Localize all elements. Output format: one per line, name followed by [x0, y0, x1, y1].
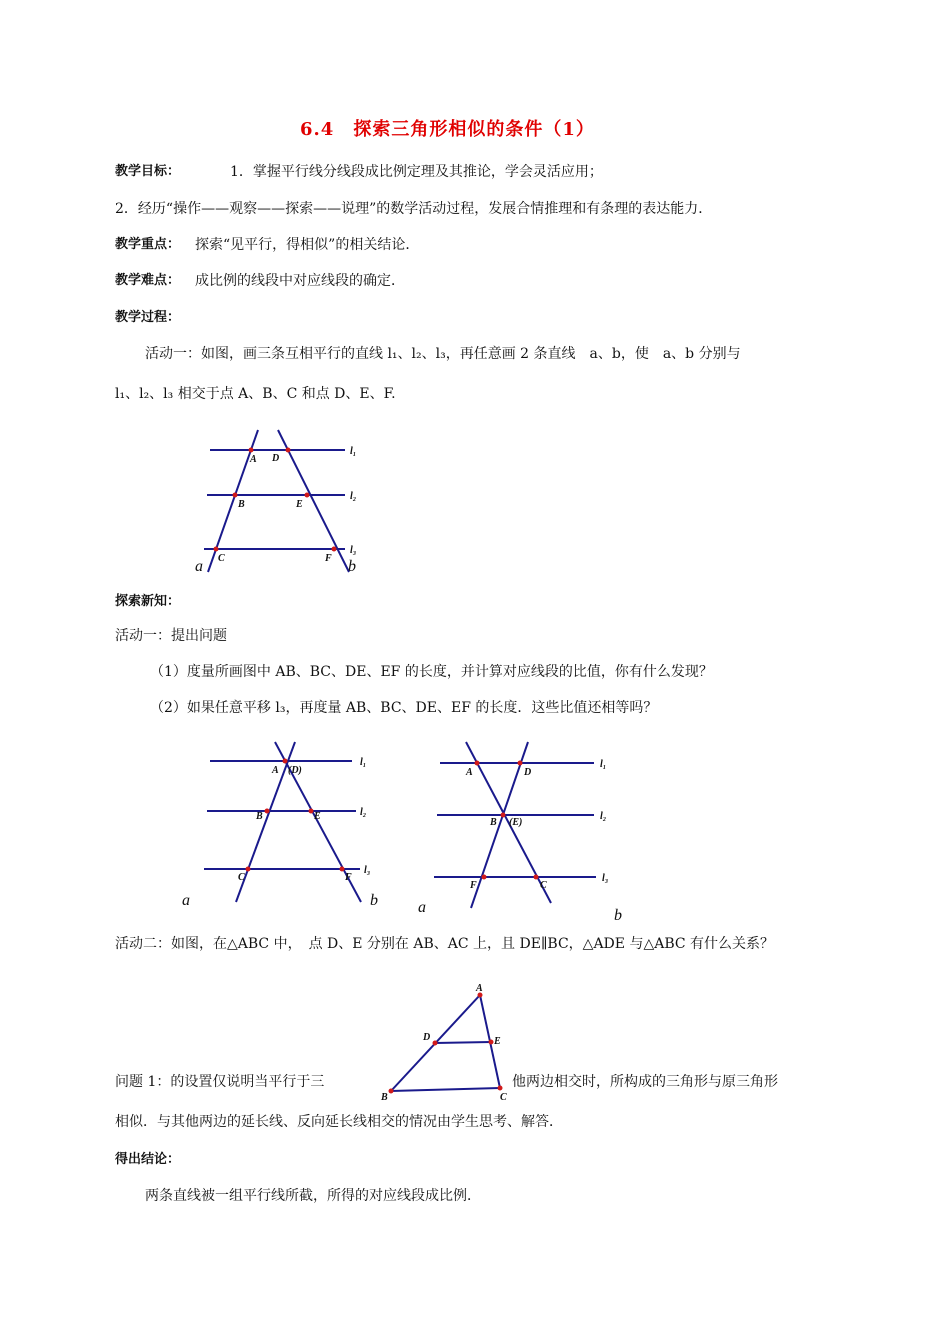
- activity2-text: 活动二：如图，在△ABC 中， 点 D、E 分别在 AB、AC 上，且 DE∥BC，△ADE 与△ABC 有什么关系？: [115, 936, 775, 952]
- fig2-label-A: A: [272, 765, 279, 776]
- fig1-label-l2: l₂: [350, 491, 357, 502]
- fig4-side-BC: [391, 1088, 500, 1091]
- fig2-label-E: E: [314, 811, 321, 822]
- fig3-label-D: D: [524, 767, 532, 778]
- fig2-label-b: b: [370, 892, 378, 909]
- fig3-label-b: b: [614, 907, 622, 924]
- fig4-label-D: D: [423, 1032, 431, 1043]
- fig1-label-b: b: [348, 558, 356, 575]
- fig2-label-l1: l₁: [360, 757, 367, 768]
- goal-item-2: 2．经历“操作——观察——探索——说理”的数学活动过程，发展合情推理和有条理的表达能力．: [115, 201, 713, 217]
- fig1-label-E: E: [296, 499, 303, 510]
- fig2-label-l3: l₃: [364, 865, 371, 876]
- fig2-label-B: B: [256, 811, 263, 822]
- fig3-label-E: (E): [509, 817, 523, 828]
- problem1-left: 问题 1：的设置仅说明当平行于三: [115, 1074, 325, 1090]
- fig1-label-B: B: [238, 499, 245, 510]
- fig3-label-F: F: [470, 880, 477, 891]
- fig3-label-l2: l₂: [600, 811, 607, 822]
- question-1: （1）度量所画图中 AB、BC、DE、EF 的长度，并计算对应线段的比值，你有什么发现？: [150, 664, 713, 680]
- fig4-point-E: [489, 1040, 494, 1045]
- page-title: 6.4 探索三角形相似的条件（1）: [300, 119, 595, 140]
- fig1-label-D: D: [272, 453, 280, 464]
- problem1-line2: 相似．与其他两边的延长线、反向延长线相交的情况由学生思考、解答．: [115, 1114, 563, 1130]
- fig1-label-l3: l₃: [350, 545, 357, 556]
- fig2-label-a: a: [182, 892, 190, 909]
- activity1-title: 活动一：提出问题: [115, 628, 227, 644]
- fig4-label-C: C: [500, 1092, 507, 1103]
- fig4-label-E: E: [494, 1036, 501, 1047]
- fig3-label-a: a: [418, 899, 426, 916]
- activity1-intro-line1: 活动一：如图，画三条互相平行的直线 l₁、l₂、l₃，再任意画 2 条直线 a、b，使 a、b 分别与: [145, 346, 741, 362]
- fig1-label-A: A: [250, 454, 257, 465]
- fig3-label-l1: l₁: [600, 759, 607, 770]
- fig1-label-C: C: [218, 553, 225, 564]
- question-2: （2）如果任意平移 l₃，再度量 AB、BC、DE、EF 的长度．这些比值还相等吗？: [150, 700, 658, 716]
- conclusion-label: 得出结论：: [115, 1152, 181, 1167]
- conclusion-text: 两条直线被一组平行线所截，所得的对应线段成比例．: [145, 1188, 481, 1204]
- fig1-label-F: F: [325, 553, 332, 564]
- process-label: 教学过程：: [115, 310, 181, 325]
- activity1-intro-line2: l₁、l₂、l₃ 相交于点 A、B、C 和点 D、E、F.: [115, 386, 396, 402]
- key-point-text: 探索“见平行，得相似”的相关结论．: [195, 237, 420, 253]
- key-point-label: 教学重点：: [115, 237, 181, 252]
- difficulty-label: 教学难点：: [115, 273, 181, 288]
- fig4-point-C: [498, 1086, 503, 1091]
- fig2-label-C: C: [238, 872, 245, 883]
- fig3-label-A: A: [466, 767, 473, 778]
- goals-label: 教学目标：: [115, 164, 181, 179]
- difficulty-text: 成比例的线段中对应线段的确定．: [195, 273, 405, 289]
- fig3-label-C: C: [540, 880, 547, 891]
- fig3-label-l3: l₃: [602, 873, 609, 884]
- explore-label: 探索新知：: [115, 594, 181, 609]
- fig4-label-B: B: [381, 1092, 388, 1103]
- fig4-point-D: [433, 1041, 438, 1046]
- fig1-label-a: a: [195, 558, 203, 575]
- fig2-label-D: (D): [288, 765, 302, 776]
- fig2-label-l2: l₂: [360, 807, 367, 818]
- fig2-label-F: F: [345, 872, 352, 883]
- fig3-label-B: B: [490, 817, 497, 828]
- fig4-label-A: A: [476, 983, 483, 994]
- goal-item-1: 1．掌握平行线分线段成比例定理及其推论，学会灵活应用；: [230, 164, 603, 180]
- problem1-right: 他两边相交时，所构成的三角形与原三角形: [512, 1074, 778, 1090]
- fig4-segment-DE: [435, 1042, 491, 1043]
- fig1-label-l1: l₁: [350, 446, 357, 457]
- fig4-point-B: [389, 1089, 394, 1094]
